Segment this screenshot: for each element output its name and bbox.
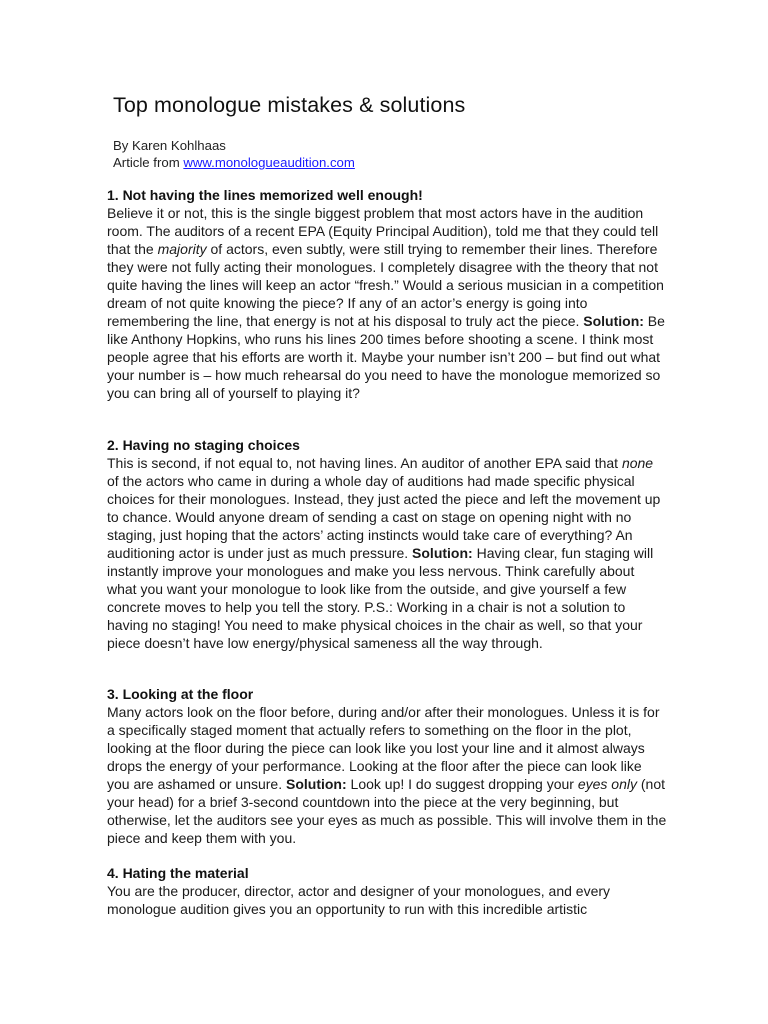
source-link[interactable]: www.monologueaudition.com bbox=[183, 155, 355, 170]
page-title: Top monologue mistakes & solutions bbox=[113, 93, 466, 117]
emphasis-text: majority bbox=[157, 241, 207, 257]
body-text: Be like Anthony Hopkins, who runs his lines 200 times before shooting a scene. I think most people agree that his efforts are worth it. Maybe your number isn’t 200 – but find out what your number is – how much rehearsal do you need to have the monologue memorized so you can bring all of yourself to playing it? bbox=[107, 313, 665, 401]
author-line: By Karen Kohlhaas bbox=[113, 138, 226, 153]
byline bbox=[113, 137, 355, 171]
body-text: of actors, even subtly, were still trying to remember their lines. Therefore they were not fully acting their monologues. I completely disagree with the theory that not quite having the lines will keep an actor “fresh.” Would a serious musician in a competition dream of not quite knowing the piece? If any of an actor’s energy is going into remembering the line, that energy is not at his disposal to truly act the piece. bbox=[107, 241, 664, 329]
section-2 bbox=[107, 436, 667, 652]
body-text: This is second, if not equal to, not having lines. An auditor of another EPA said that bbox=[107, 455, 622, 471]
section-body bbox=[107, 882, 667, 918]
section-4 bbox=[107, 864, 667, 918]
body-text: Believe it or not, this is the single biggest problem that most actors have in the audition room. The auditors of a recent EPA (Equity Principal Audition), told me that they could tell that the bbox=[107, 205, 659, 257]
section-heading: 3. Looking at the floor bbox=[107, 686, 254, 702]
body-text: Look up! I do suggest dropping your bbox=[346, 776, 578, 792]
solution-label: Solution: bbox=[583, 313, 644, 329]
source-prefix: Article from bbox=[113, 155, 184, 170]
body-text: You are the producer, director, actor and designer of your monologues, and every monologue audition gives you an opportunity to run with this incredible artistic bbox=[107, 883, 611, 917]
emphasis-text: none bbox=[621, 455, 654, 471]
body-text: Having clear, fun staging will instantly improve your monologues and make you less nervous. Think carefully about what you want your monologue to look like from the outside, and give yourself a few concrete moves to help you tell the story. P.S.: Working in a chair is not a solution to having no staging! You need to make physical choices in the chair as well, so that your piece doesn’t have low energy/physical sameness all the way through. bbox=[107, 545, 654, 651]
section-heading: 4. Hating the material bbox=[107, 865, 249, 881]
section-heading: 2. Having no staging choices bbox=[107, 437, 300, 453]
emphasis-text: eyes only bbox=[577, 776, 637, 792]
body-text: of the actors who came in during a whole day of auditions had made specific physical choices for their monologues. Instead, they just acted the piece and left the movement up to chance. Would anyone dream of sending a cast on stage on opening night with no staging, just hoping that the actors’ acting instincts would take care of everything? An auditioning actor is under just as much pressure. bbox=[107, 473, 661, 561]
section-heading: 1. Not having the lines memorized well enough! bbox=[107, 187, 423, 203]
body-text: (not your head) for a brief 3-second countdown into the piece at the very beginning, but otherwise, let the auditors see your eyes as much as possible. This will involve them in the piece and keep them with you. bbox=[107, 776, 667, 846]
solution-label: Solution: bbox=[286, 776, 347, 792]
source-line bbox=[113, 154, 355, 171]
solution-label: Solution: bbox=[412, 545, 473, 561]
section-1 bbox=[107, 186, 667, 402]
section-3 bbox=[107, 685, 667, 847]
section-body bbox=[107, 703, 667, 847]
body-text: Many actors look on the floor before, during and/or after their monologues. Unless it is for a specifically staged moment that actually refers to something on the floor in the plot, looking at the floor during the piece can look like you lost your line and it almost always drops the energy of your performance. Looking at the floor after the piece can look like you are ashamed or unsure. bbox=[107, 704, 660, 792]
section-body bbox=[107, 454, 667, 652]
section-body bbox=[107, 204, 667, 402]
